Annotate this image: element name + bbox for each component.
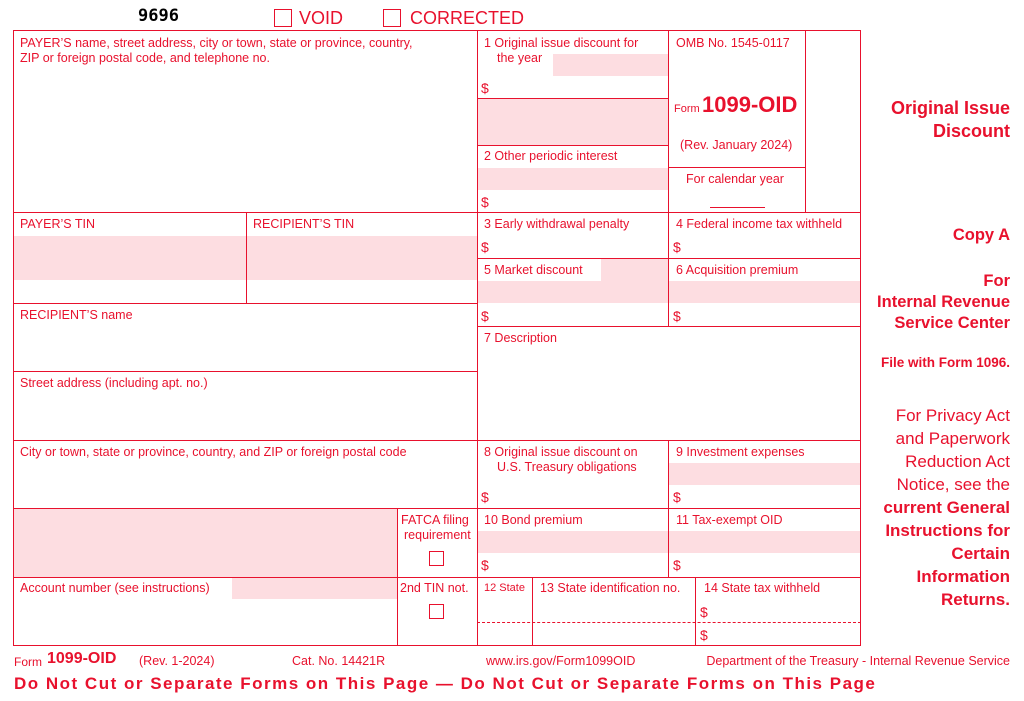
recipient-name-label: RECIPIENT’S name [20, 308, 133, 322]
fatca-label-1: FATCA filing [401, 513, 469, 527]
file-with-1096: File with Form 1096. [880, 355, 1010, 370]
do-not-cut-warning: Do Not Cut or Separate Forms on This Page — Do Not Cut or Separate Forms on This Page [14, 674, 877, 693]
box7-label: 7 Description [484, 331, 557, 345]
privacy-line-4: Notice, see the [896, 475, 1010, 494]
privacy-notice [883, 404, 1010, 611]
department: Department of the Treasury - Internal Revenue Service [706, 654, 1010, 668]
box3-dollar: $ [481, 239, 489, 255]
privacy-line-3: Reduction Act [905, 452, 1010, 471]
box4-dollar: $ [673, 239, 681, 255]
box13-label: 13 State identification no. [540, 581, 681, 595]
corrected-checkbox[interactable] [383, 9, 401, 27]
form-code: 9696 [138, 6, 179, 26]
irs-line-1: Internal Revenue [877, 293, 1010, 311]
instructions-line-2: Instructions for [885, 521, 1010, 540]
irs-line-2: Service Center [894, 314, 1010, 332]
payer-name-label: PAYER’S name, street address, city or town, state or province, country, [20, 36, 413, 50]
privacy-line-1: For Privacy Act [895, 406, 1010, 425]
form-name: 1099-OID [702, 92, 798, 117]
second-tin-checkbox[interactable] [429, 604, 444, 619]
payer-tin-label: PAYER’S TIN [20, 217, 96, 231]
box5-dollar: $ [481, 308, 489, 324]
box10-label: 10 Bond premium [484, 513, 583, 527]
privacy-line-2: and Paperwork [895, 429, 1010, 448]
calendar-year-label: For calendar year [686, 172, 784, 186]
box14-label: 14 State tax withheld [704, 581, 821, 595]
cat-number: Cat. No. 14421R [292, 654, 386, 668]
void-checkbox[interactable] [274, 9, 292, 27]
box1-label: 1 Original issue discount for [484, 36, 639, 50]
form-word: Form [674, 103, 700, 115]
footer-form-word: Form [14, 655, 42, 669]
fatca-checkbox[interactable] [429, 551, 444, 566]
box8-dollar: $ [481, 489, 489, 505]
box14-dollar-1: $ [700, 604, 708, 620]
void-label: VOID [299, 8, 344, 28]
box12-label: 12 State [484, 582, 525, 594]
box8-label-2: U.S. Treasury obligations [497, 460, 637, 474]
form-title-1: Original Issue [890, 98, 1010, 118]
box1-dollar: $ [481, 80, 489, 96]
box6-dollar: $ [673, 308, 681, 324]
city-label: City or town, state or province, country, and ZIP or foreign postal code [20, 445, 407, 459]
corrected-label: CORRECTED [410, 8, 525, 28]
payer-name-label-2: ZIP or foreign postal code, and telephone no. [20, 51, 270, 65]
box8-label: 8 Original issue discount on [484, 445, 638, 459]
box3-label: 3 Early withdrawal penalty [484, 217, 630, 231]
second-tin-label: 2nd TIN not. [400, 581, 469, 595]
instructions-line-5: Returns. [941, 590, 1010, 609]
instructions-line-4: Information [916, 567, 1010, 586]
fatca-label-2: requirement [404, 528, 471, 542]
form-title-2: Discount [932, 121, 1010, 141]
box5-label: 5 Market discount [484, 263, 583, 277]
box4-label: 4 Federal income tax withheld [676, 217, 843, 231]
box9-label: 9 Investment expenses [676, 445, 805, 459]
box6-label: 6 Acquisition premium [676, 263, 799, 277]
box11-dollar: $ [673, 557, 681, 573]
instructions-line-1: current General [883, 498, 1010, 517]
box1-label-2: the year [497, 51, 543, 65]
instructions-line-3: Certain [951, 544, 1010, 563]
box11-label: 11 Tax-exempt OID [676, 513, 783, 527]
rev-date: (Rev. January 2024) [680, 138, 793, 152]
box2-label: 2 Other periodic interest [484, 149, 618, 163]
for-word: For [983, 272, 1010, 290]
box10-dollar: $ [481, 557, 489, 573]
omb-number: OMB No. 1545-0117 [676, 36, 790, 50]
recipient-tin-label: RECIPIENT’S TIN [253, 217, 355, 231]
box2-dollar: $ [481, 194, 489, 210]
copy-a: Copy A [952, 226, 1010, 244]
box9-dollar: $ [673, 489, 681, 505]
irs-url: www.irs.gov/Form1099OID [486, 654, 636, 668]
account-number-label: Account number (see instructions) [20, 581, 210, 595]
street-address-label: Street address (including apt. no.) [20, 376, 208, 390]
payer-name-field[interactable] [14, 68, 476, 211]
box14-dollar-2: $ [700, 627, 708, 643]
footer-rev: (Rev. 1-2024) [139, 654, 215, 668]
footer-form-name: 1099-OID [47, 650, 117, 667]
